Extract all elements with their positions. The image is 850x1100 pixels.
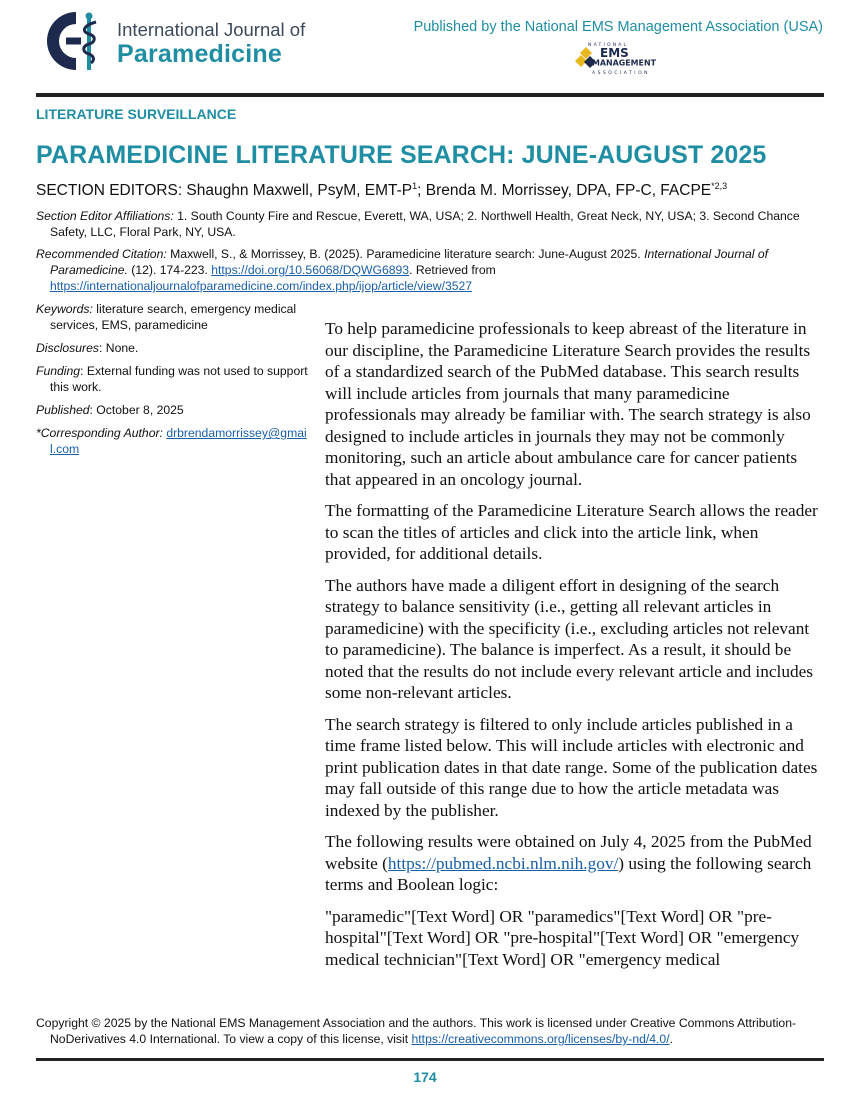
citation-label: Recommended Citation:: [36, 247, 167, 261]
published-label: Published: [36, 403, 90, 417]
disclosures-text: : None.: [99, 341, 139, 355]
copyright-notice: [36, 1015, 822, 1047]
article-sidebar: [36, 301, 311, 464]
journal-name: [117, 19, 305, 68]
body-paragraph-4: The search strategy is filtered to only include articles published in a time frame listed below. This will include articles with electronic and print publication dates in that date range. Some of the publication dates may fall outside of this range due to how the article metadata was indexed by the publisher.: [325, 714, 818, 820]
editors-sup2: *2,3: [711, 181, 728, 191]
keywords: [36, 301, 311, 333]
journal-logo-icon: [38, 8, 106, 74]
license-link[interactable]: https://creativecommons.org/licenses/by-nd/4.0/: [411, 1032, 670, 1046]
nemsma-management-text: MANAGEMENT: [592, 58, 657, 68]
section-editors: [36, 181, 727, 200]
funding: [36, 363, 311, 395]
editors-sup1: 1: [412, 181, 418, 191]
keywords-label: Keywords:: [36, 302, 93, 316]
footer-rule: [36, 1058, 824, 1061]
page-title: PARAMEDICINE LITERATURE SEARCH: JUNE-AUGUST 2025: [36, 141, 767, 169]
affiliations-text: 1. South County Fire and Rescue, Everett, WA, USA; 2. Northwell Health, Great Neck, NY, USA; 3. Second Chance Safety, LLC, Floral Park, NY, USA.: [50, 209, 800, 239]
p5-text-b: ) using the following search terms and Boolean logic:: [325, 853, 812, 894]
body-paragraph-2: The formatting of the Paramedicine Literature Search allows the reader to scan the titles of articles and click into the article link, when provided, for additional details.: [325, 501, 818, 563]
citation-text: Maxwell, S., & Morrissey, B. (2025). Paramedicine literature search: June-August 2025.: [166, 247, 645, 261]
article-body: [325, 318, 821, 980]
published-text: : October 8, 2025: [89, 403, 184, 417]
copyright-text: Copyright © 2025 by the National EMS Management Association and the authors. This work is licensed under Creative Commons Attribution-NoDerivatives 4.0 International. To view a copy of this license, visit: [36, 1016, 797, 1046]
corresponding-author: [36, 425, 311, 457]
funding-text: : External funding was not used to support this work.: [50, 364, 308, 394]
article-url-link[interactable]: https://internationaljournalofparamedicine.com/index.php/ijop/article/view/3527: [50, 279, 473, 293]
body-paragraph-3: The authors have made a diligent effort in designing of the search strategy to balance sensitivity (i.e., getting all relevant articles in paramedicine) with the specificity (i.e., excluding articles not relevant to paramedicine). The balance is imperfect. As a result, it should be noted that the results do not include every relevant article and includes some non-relevant articles.: [325, 575, 814, 702]
pubmed-link[interactable]: https://pubmed.ncbi.nlm.nih.gov/: [387, 853, 619, 873]
nemsma-logo: [575, 41, 657, 77]
doi-link[interactable]: https://doi.org/10.56068/DQWG6893: [211, 263, 410, 277]
journal-name-line2: Paramedicine: [117, 40, 282, 68]
disclosures-label: Disclosures: [36, 341, 99, 355]
editors-prefix: SECTION EDITORS: Shaughn Maxwell, PsyM, EMT-P: [36, 182, 413, 200]
disclosures: [36, 340, 311, 356]
page-number: 174: [413, 1069, 437, 1085]
copyright-end: .: [669, 1032, 673, 1046]
funding-label: Funding: [36, 364, 81, 378]
corresponding-label: *Corresponding Author:: [36, 426, 163, 440]
citation-retrieved: . Retrieved from: [409, 263, 496, 277]
journal-name-line1: International Journal of: [117, 19, 306, 40]
header-rule: [36, 93, 824, 97]
publisher-line: Published by the National EMS Management Association (USA): [413, 19, 823, 35]
nemsma-ems-text: EMS: [600, 46, 629, 60]
nemsma-top-text: NATIONAL: [588, 43, 629, 48]
citation-journal: International Journal of Paramedicine.: [50, 247, 769, 277]
published-date: [36, 402, 311, 418]
affiliations-label: Section Editor Affiliations:: [36, 209, 174, 223]
section-label: LITERATURE SURVEILLANCE: [36, 106, 237, 122]
p5-text-a: The following results were obtained on July 4, 2025 from the PubMed website (: [325, 832, 812, 873]
nemsma-bottom-text: ASSOCIATION: [592, 71, 651, 76]
affiliations: [36, 208, 822, 240]
recommended-citation: [36, 246, 822, 294]
body-paragraph-5: [325, 831, 821, 896]
search-terms: "paramedic"[Text Word] OR "paramedics"[Text Word] OR "pre-hospital"[Text Word] OR "pre-hospital"[Text Word] OR "emergency medical technician"[Text Word] OR "emergency medical: [325, 906, 800, 969]
body-paragraph-1: To help paramedicine professionals to keep abreast of the literature in our discipline, the Paramedicine Literature Search provides the results of a standardized search of the PubMed database. This search results will include articles from journals that many paramedicine professionals may already be familiar with. The search strategy is also designed to include articles in journals they may not be commonly monitoring, such an article about ambulance care for cancer patients that appeared in an oncology journal.: [325, 319, 811, 489]
corresponding-email-link[interactable]: drbrendamorrissey@gmail.com: [50, 426, 307, 456]
keywords-text: literature search, emergency medical services, EMS, paramedicine: [50, 302, 297, 332]
editors-middle: ; Brenda M. Morrissey, DPA, FP-C, FACPE: [417, 182, 712, 200]
citation-volume: (12). 174-223.: [127, 263, 212, 277]
